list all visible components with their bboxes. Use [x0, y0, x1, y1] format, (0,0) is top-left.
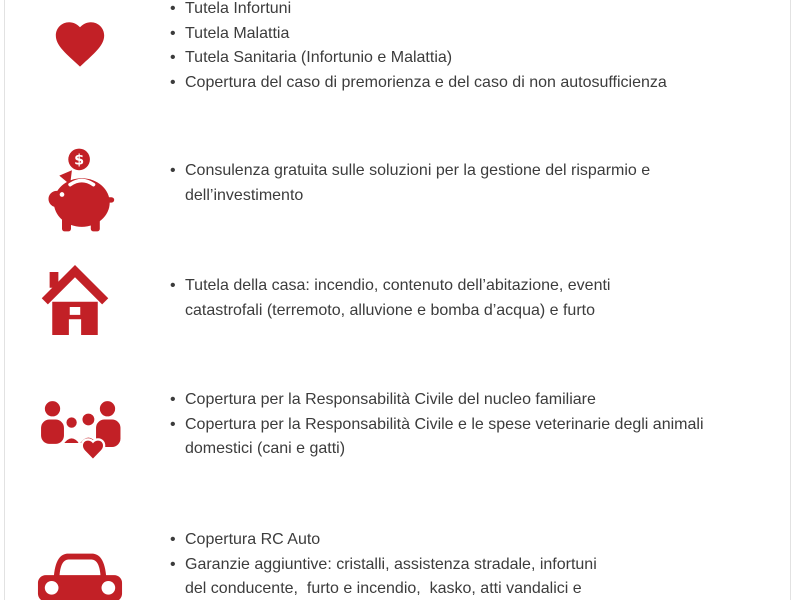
- car-icon: [36, 548, 124, 600]
- list-item: • Tutela della casa: incendio, contenuto dell’abitazione, eventi catastrofali (terremoto, alluvione e bomba d’acqua) e furto: [170, 274, 632, 323]
- list-item: • Consulenza gratuita sulle soluzioni per la gestione del risparmio e dell’investimento: [170, 159, 657, 208]
- coverage-list-health: [170, 0, 730, 95]
- list-item: • Tutela Malattia: [170, 22, 730, 47]
- piggy-bank-icon: [44, 146, 116, 234]
- coverage-list-home: [170, 274, 632, 323]
- list-item: • Copertura per la Responsabilità Civile e le spese veterinarie degli animali domestici (cani e gatti): [170, 413, 756, 462]
- coverage-list-auto: [170, 528, 612, 600]
- house-icon: [40, 262, 110, 338]
- dollar-glyph: $: [74, 152, 85, 169]
- heart-icon: [51, 15, 109, 73]
- coverage-list-savings: [170, 159, 657, 208]
- list-item: • Copertura RC Auto: [170, 528, 612, 553]
- coverage-list-family: [170, 388, 756, 462]
- list-item: • Copertura per la Responsabilità Civile del nucleo familiare: [170, 388, 756, 413]
- list-item: • Tutela Sanitaria (Infortunio e Malattia): [170, 46, 730, 71]
- page-border-right: [790, 0, 791, 600]
- family-icon: [38, 398, 122, 470]
- list-item: • Garanzie aggiuntive: cristalli, assistenza stradale, infortuni del conducente, furto e incendio, kasko, atti vandalici e: [170, 553, 612, 600]
- page-border-left: [4, 0, 5, 600]
- list-item: • Tutela Infortuni: [170, 0, 730, 22]
- list-item: • Copertura del caso di premorienza e del caso di non autosufficienza: [170, 71, 730, 96]
